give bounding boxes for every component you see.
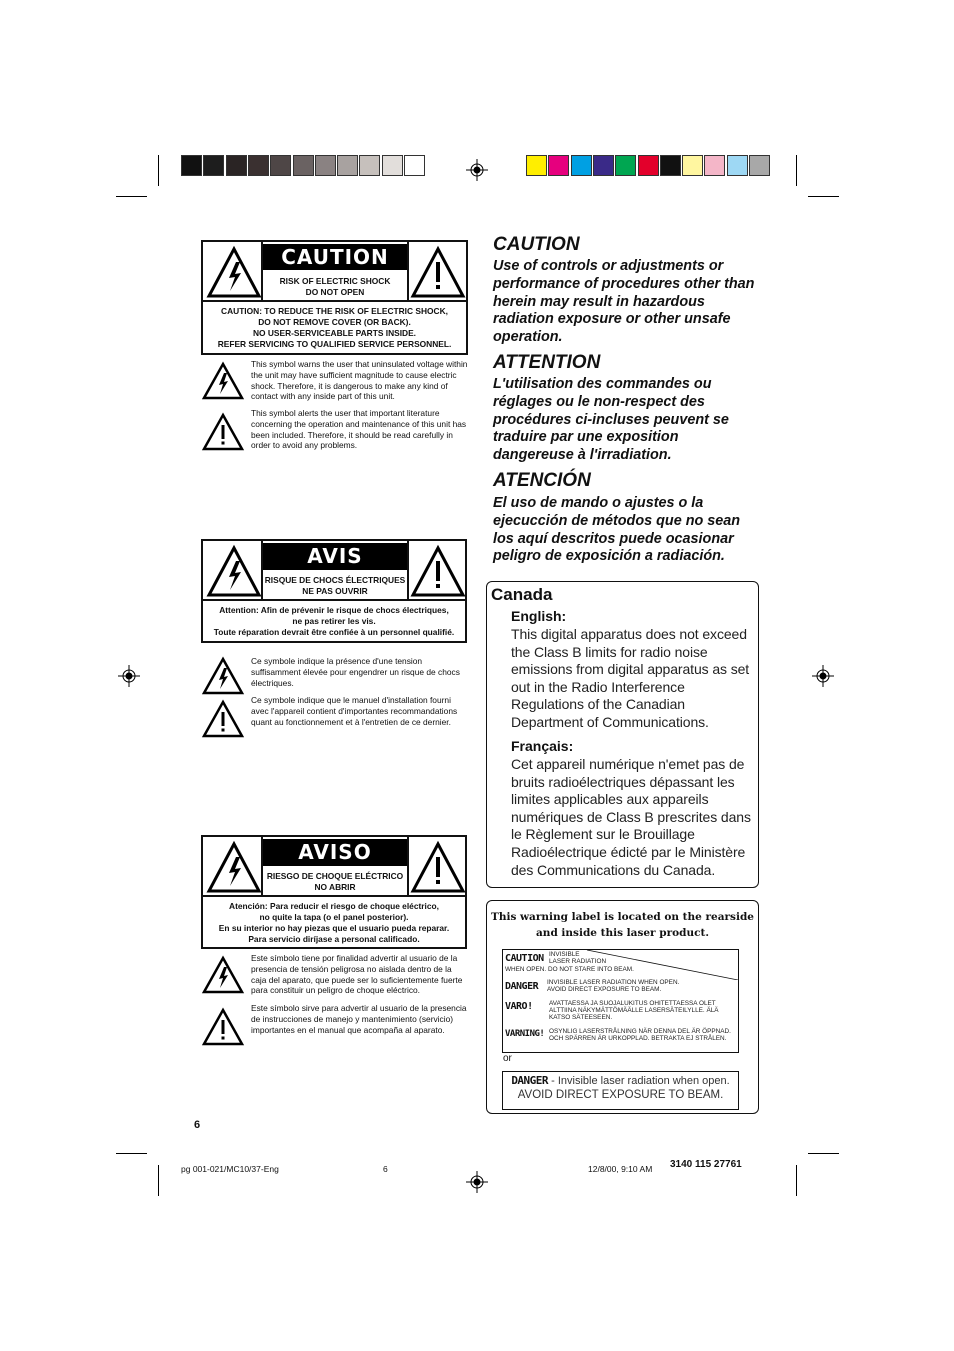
caution-key: CAUTION bbox=[505, 953, 544, 964]
warning-line: Atención: Para reducir el riesgo de choque eléctrico, bbox=[229, 901, 439, 911]
symbol-description: This symbol alerts the user that important literature concerning the operation and maintenance of this unit has been included. Therefore, it should be read carefully in order to avoid any problems. bbox=[251, 408, 467, 451]
laser-warning-box bbox=[486, 900, 759, 1114]
crop-mark bbox=[116, 196, 147, 197]
atencion-heading: ATENCIÓN bbox=[493, 470, 591, 491]
color-swatch bbox=[727, 155, 748, 176]
symbol-description: Este símbolo sirve para advertir al usuario de la presencia de instrucciones de manejo y mantenimiento (servicio) importantes en el manual que acompaña al aparato. bbox=[251, 1003, 467, 1035]
warning-line: ne pas retirer les vis. bbox=[292, 616, 376, 626]
color-swatch bbox=[359, 155, 380, 176]
color-swatch bbox=[571, 155, 592, 176]
symbol-description: Ce symbole indique la présence d'une tension suffisamment élevée pour engendrer un risque de chocs électriques. bbox=[251, 656, 460, 688]
laser-multilingual-label bbox=[502, 949, 739, 1053]
warning-line: NO USER-SERVICEABLE PARTS INSIDE. bbox=[252, 328, 417, 338]
registration-mark-icon bbox=[812, 665, 834, 687]
lightning-warning-icon bbox=[201, 656, 245, 696]
aviso-warning-label bbox=[201, 835, 467, 949]
part-number: 3140 115 27761 bbox=[670, 1159, 742, 1170]
risk-line: RISK OF ELECTRIC SHOCK bbox=[279, 276, 391, 286]
caution-warning-label bbox=[201, 240, 468, 355]
color-swatch bbox=[270, 155, 291, 176]
color-swatch bbox=[404, 155, 425, 176]
crop-mark bbox=[796, 1165, 797, 1196]
crop-mark bbox=[808, 1153, 839, 1154]
color-swatch bbox=[382, 155, 403, 176]
color-swatch bbox=[181, 155, 202, 176]
attention-paragraph: L'utilisation des commandes ou réglages ou le non-respect des procédures ci-incluses peuvent se traduire par une exposition dangereuse à l'irradiation. bbox=[493, 376, 729, 464]
crop-mark bbox=[158, 155, 159, 186]
french-text: Cet appareil numérique n'emet pas de bruits radioélectriques dépassant les limites applicables aux appareils numériques de Class B prescrites dans le Règlement sur le Brouillage Radioélectrique édicté par le Ministère des Communications du Canada. bbox=[511, 756, 751, 878]
exclamation-warning-icon bbox=[201, 412, 245, 452]
varo-text: ALTTIINA NÄKYMÄTTÖMÄÄLLE LASERSÄTEILYLLE. ÄLÄ bbox=[549, 1007, 719, 1014]
atencion-paragraph: El uso de mando o ajustes o la ejecucción de métodos que no sean los aquí descritos puede ocasionar peligro de exposición a radiación. bbox=[493, 495, 741, 565]
caution-text: LASER RADIATION bbox=[549, 958, 607, 965]
canada-title: Canada bbox=[491, 585, 553, 604]
caution-warning-text bbox=[203, 300, 466, 350]
crop-mark bbox=[158, 1165, 159, 1196]
danger-key: DANGER bbox=[505, 981, 539, 992]
warning-line: Attention: Afin de prévenir le risque de chocs électriques, bbox=[219, 605, 449, 615]
color-swatch bbox=[293, 155, 314, 176]
warning-line: CAUTION: TO REDUCE THE RISK OF ELECTRIC SHOCK, bbox=[221, 306, 448, 316]
registration-mark-icon bbox=[466, 159, 488, 181]
color-swatch bbox=[315, 155, 336, 176]
or-text: or bbox=[503, 1053, 512, 1064]
avis-warning-text bbox=[203, 599, 465, 638]
danger-text: INVISIBLE LASER RADIATION WHEN OPEN. bbox=[547, 979, 680, 986]
warning-line: DO NOT REMOVE COVER (OR BACK). bbox=[258, 317, 411, 327]
aviso-warning-text bbox=[203, 895, 465, 945]
warning-line: Toute réparation devrait être confiée à un personnel qualifié. bbox=[213, 627, 455, 637]
risk-line: NO ABRIR bbox=[314, 882, 356, 892]
danger-line-1 bbox=[503, 1074, 738, 1087]
lightning-warning-icon bbox=[201, 361, 245, 401]
warning-line: REFER SERVICING TO QUALIFIED SERVICE PERSONNEL. bbox=[217, 339, 452, 349]
symbol-description: Ce symbole indique que le manuel d'installation fourni avec l'appareil contient d'importantes recommandations quant au fonctionnement et à l'entretien de ce dernier. bbox=[251, 695, 458, 727]
symbol-description: This symbol warns the user that uninsulated voltage within the unit may have sufficient magnitude to cause electric shock. Therefore, it is dangerous to make any kind of contact with any inside part of this unit. bbox=[251, 359, 468, 402]
avis-title: AVIS bbox=[263, 543, 407, 570]
color-swatch bbox=[660, 155, 681, 176]
risk-text bbox=[263, 276, 407, 298]
caution-text: WHEN OPEN. DO NOT STARE INTO BEAM. bbox=[505, 966, 634, 973]
footer-file-name: pg 001-021/MC10/37-Eng bbox=[181, 1164, 279, 1174]
varo-text: AVATTAESSA JA SUOJALUKITUS OHITETTAESSA OLET bbox=[549, 1000, 716, 1007]
symbol-description: Este símbolo tiene por finalidad advertir al usuario de la presencia de tensión peligrosa no aislada dentro de la caja del aparato, que puede ser lo suficientemente fuerte para constituir un peligro de choque eléctrico. bbox=[251, 953, 463, 996]
footer-date: 12/8/00, 9:10 AM bbox=[588, 1164, 653, 1174]
color-swatch bbox=[749, 155, 770, 176]
risk-line: RISQUE DE CHOCS ÉLECTRIQUES bbox=[264, 575, 406, 585]
aviso-title: AVISO bbox=[263, 839, 407, 866]
varning-text: OCH SPÄRREN ÄR URKOPPLAD. BETRAKTA EJ STRÅLEN. bbox=[549, 1035, 727, 1042]
avis-warning-label bbox=[201, 539, 467, 643]
lightning-warning-icon bbox=[201, 955, 245, 995]
lightning-warning-icon bbox=[205, 839, 263, 897]
color-swatch bbox=[593, 155, 614, 176]
caution-heading: CAUTION bbox=[493, 234, 580, 255]
warning-line: no quite la tapa (o el panel posterior). bbox=[259, 912, 409, 922]
heading-line: This warning label is located on the rearside bbox=[491, 911, 754, 923]
canada-compliance-box bbox=[486, 581, 759, 888]
danger-text: - Invisible laser radiation when open. bbox=[551, 1075, 730, 1087]
registration-mark-icon bbox=[118, 665, 140, 687]
lightning-warning-icon bbox=[205, 244, 263, 302]
risk-line: DO NOT OPEN bbox=[305, 287, 365, 297]
varning-key: VARNING! bbox=[505, 1029, 545, 1039]
exclamation-warning-icon bbox=[409, 543, 467, 601]
laser-danger-label bbox=[502, 1071, 739, 1110]
english-label: English: bbox=[511, 608, 567, 624]
color-swatch bbox=[203, 155, 224, 176]
color-swatch bbox=[526, 155, 547, 176]
crop-mark bbox=[796, 155, 797, 186]
color-swatch bbox=[548, 155, 569, 176]
varo-text: KATSO SÄTEESEEN. bbox=[549, 1014, 613, 1021]
varning-text: OSYNLIG LASERSTRÅLNING NÄR DENNA DEL ÄR ÖPPNAD. bbox=[549, 1028, 731, 1035]
crop-mark bbox=[116, 1153, 147, 1154]
color-swatch bbox=[337, 155, 358, 176]
warning-line: Para servicio diríjase a personal calificado. bbox=[248, 934, 420, 944]
caution-paragraph: Use of controls or adjustments or performance of procedures other than herein may result in hazardous radiation exposure or other unsafe operation. bbox=[493, 258, 755, 346]
risk-text bbox=[263, 871, 407, 893]
lightning-warning-icon bbox=[205, 543, 263, 601]
english-text: This digital apparatus does not exceed the Class B limits for radio noise emissions from digital apparatus as set out in the Radio Interference Regulations of the Canadian Department of Communications. bbox=[511, 626, 750, 730]
crop-mark bbox=[808, 196, 839, 197]
exclamation-warning-icon bbox=[409, 839, 467, 897]
caution-text: INVISIBLE bbox=[549, 951, 580, 958]
danger-line-2: AVOID DIRECT EXPOSURE TO BEAM. bbox=[517, 1089, 724, 1101]
color-swatch bbox=[226, 155, 247, 176]
color-swatch bbox=[704, 155, 725, 176]
laser-label-heading bbox=[487, 909, 758, 941]
danger-text: AVOID DIRECT EXPOSURE TO BEAM. bbox=[547, 986, 662, 993]
danger-key: DANGER bbox=[511, 1074, 549, 1087]
color-swatch bbox=[615, 155, 636, 176]
heading-line: and inside this laser product. bbox=[536, 927, 709, 939]
varo-key: VARO! bbox=[505, 1001, 533, 1012]
caution-title: CAUTION bbox=[263, 244, 407, 270]
exclamation-warning-icon bbox=[201, 1007, 245, 1047]
color-swatch bbox=[248, 155, 269, 176]
warning-line: En su interior no hay piezas que el usuario pueda reparar. bbox=[218, 923, 450, 933]
page-number: 6 bbox=[194, 1119, 201, 1131]
exclamation-warning-icon bbox=[201, 699, 245, 739]
color-swatch bbox=[638, 155, 659, 176]
attention-heading: ATTENTION bbox=[493, 352, 601, 373]
color-swatch bbox=[682, 155, 703, 176]
risk-line: RIESGO DE CHOQUE ELÉCTRICO bbox=[266, 871, 404, 881]
risk-line: NE PAS OUVRIR bbox=[302, 586, 368, 596]
french-label: Français: bbox=[511, 738, 574, 754]
footer-page: 6 bbox=[383, 1164, 388, 1174]
risk-text bbox=[263, 575, 407, 597]
registration-mark-icon bbox=[466, 1171, 488, 1193]
exclamation-warning-icon bbox=[409, 244, 467, 302]
